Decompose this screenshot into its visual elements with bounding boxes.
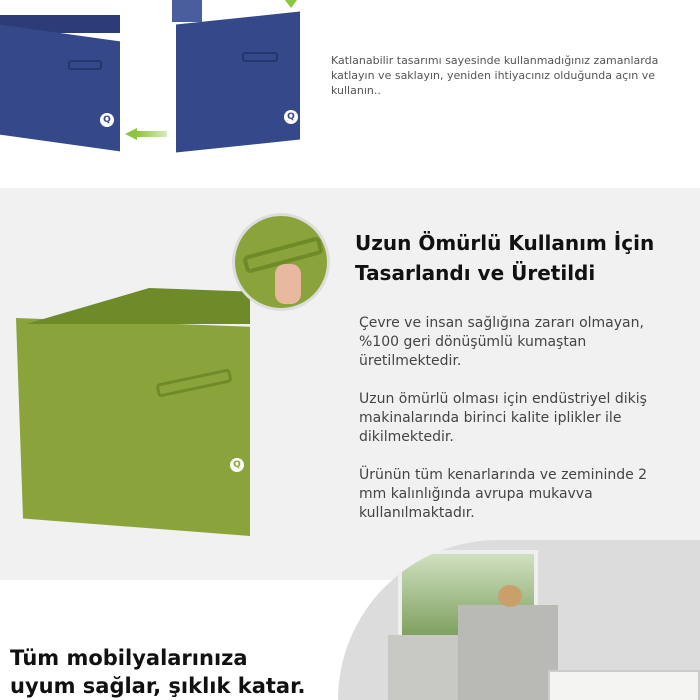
furniture-title-line2: uyum sağlar, şıklık katar. <box>10 674 306 698</box>
durable-paragraph: Çevre ve insan sağlığına zararı olmayan, %100 geri dönüşümlü kumaştan üretilmektedir. <box>359 315 644 369</box>
fold-description: Katlanabilir tasarımı sayesinde kullanmadığınız zamanlarda katlayın ve saklayın, yeniden ihtiyacınız olduğunda açın ve kullanın.. <box>331 54 659 97</box>
durable-paragraph: Ürünün tüm kenarlarında ve zemininde 2 mm kalınlığında avrupa mukavva kullanılmaktadır. <box>359 467 648 521</box>
green-storage-box <box>16 288 250 538</box>
furniture-section <box>0 580 700 700</box>
durable-description <box>359 314 669 542</box>
handle-detail-zoom <box>232 213 330 311</box>
brand-logo-icon: Q <box>100 113 114 127</box>
durable-paragraph: Uzun ömürlü olması için endüstriyel dikiş makinalarında birinci kalite iplikler ile dikilmektedir. <box>359 391 647 445</box>
durable-title <box>355 228 654 288</box>
durable-section <box>0 188 700 580</box>
brand-logo-icon: Q <box>230 458 244 472</box>
durable-title-line2: Tasarlandı ve Üretildi <box>355 261 596 285</box>
blue-box-folding <box>172 0 304 148</box>
furniture-title-line1: Tüm mobilyalarınıza <box>10 646 248 670</box>
arrow-down-icon <box>285 0 297 8</box>
fold-section <box>0 0 700 188</box>
blue-box-open <box>0 15 120 143</box>
arrow-left-icon <box>125 128 167 140</box>
brand-logo-icon: Q <box>284 110 298 124</box>
durable-title-line1: Uzun Ömürlü Kullanım İçin <box>355 231 655 255</box>
furniture-title <box>10 644 305 700</box>
